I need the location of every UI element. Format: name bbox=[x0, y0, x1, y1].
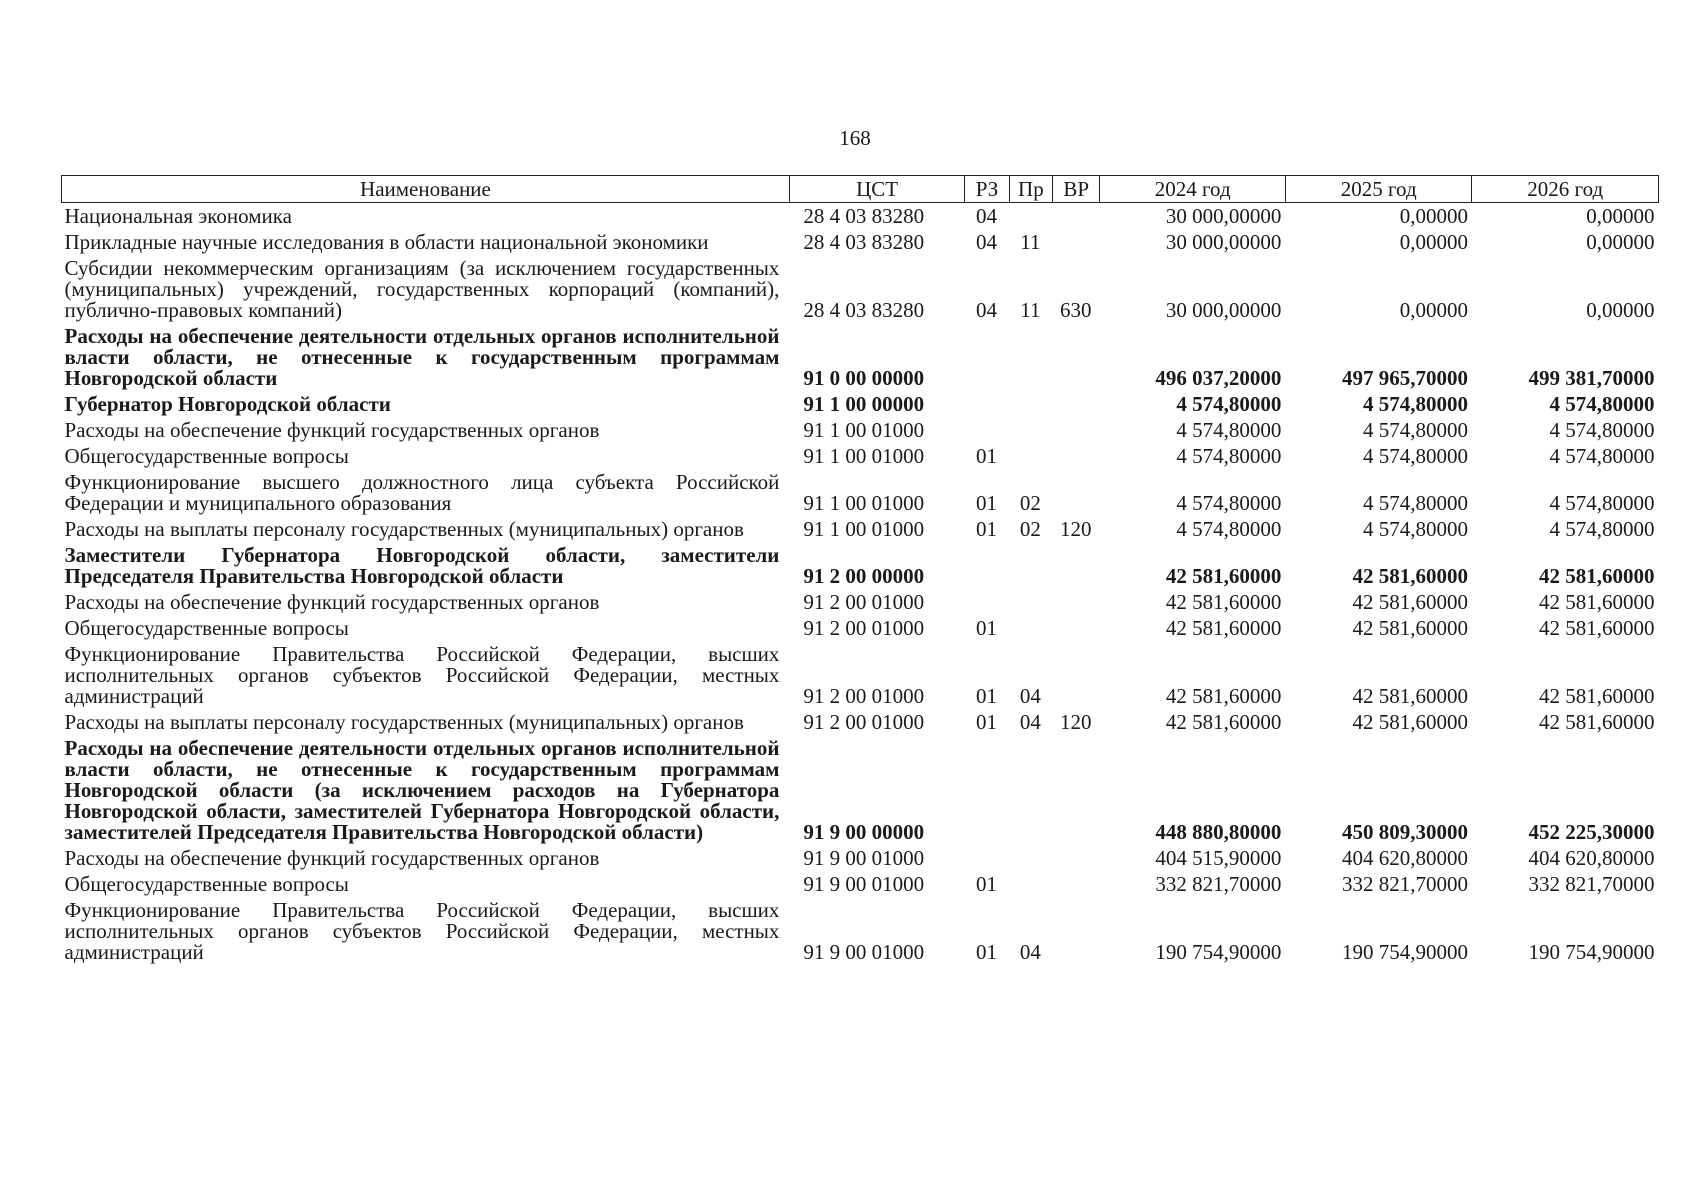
row-amount-2026: 42 581,60000 bbox=[1539, 616, 1655, 640]
row-pr: 11 bbox=[1020, 230, 1041, 254]
row-amount-2026: 42 581,60000 bbox=[1539, 710, 1655, 734]
row-rz: 01 bbox=[976, 444, 998, 468]
table-row bbox=[62, 417, 1659, 443]
row-cst: 28 4 03 83280 bbox=[803, 298, 925, 322]
row-name: Общегосударственные вопросы bbox=[64, 444, 349, 468]
table-row bbox=[62, 845, 1659, 871]
row-cst: 91 2 00 01000 bbox=[803, 616, 925, 640]
table-row bbox=[62, 391, 1659, 417]
header-2026: 2026 год bbox=[1472, 176, 1659, 203]
row-pr bbox=[1009, 417, 1052, 443]
row-amount-2024: 496 037,20000 bbox=[1155, 366, 1282, 390]
row-cst: 91 1 00 01000 bbox=[803, 444, 925, 468]
table-row bbox=[62, 871, 1659, 897]
header-2025: 2025 год bbox=[1285, 176, 1472, 203]
row-amount-2026: 4 574,80000 bbox=[1549, 392, 1655, 416]
row-pr: 02 bbox=[1019, 491, 1041, 515]
row-vr bbox=[1053, 229, 1100, 255]
row-amount-2025: 42 581,60000 bbox=[1352, 590, 1468, 614]
row-amount-2024: 4 574,80000 bbox=[1176, 418, 1282, 442]
row-rz bbox=[965, 589, 1009, 615]
row-vr bbox=[1053, 417, 1100, 443]
row-name: Расходы на обеспечение функций государственных органов bbox=[64, 846, 600, 870]
header-2024: 2024 год bbox=[1100, 176, 1286, 203]
row-amount-2025: 4 574,80000 bbox=[1362, 517, 1468, 541]
row-amount-2025: 42 581,60000 bbox=[1352, 564, 1468, 588]
row-cst: 28 4 03 83280 bbox=[803, 204, 925, 228]
row-name: Губернатор Новгородской области bbox=[64, 392, 391, 416]
row-amount-2024: 332 821,70000 bbox=[1155, 872, 1282, 896]
row-pr: 02 bbox=[1019, 517, 1041, 541]
row-vr: 120 bbox=[1059, 517, 1092, 541]
row-amount-2024: 30 000,00000 bbox=[1165, 230, 1282, 254]
row-amount-2026: 4 574,80000 bbox=[1549, 418, 1655, 442]
row-rz bbox=[965, 542, 1009, 589]
row-amount-2025: 42 581,60000 bbox=[1352, 616, 1468, 640]
row-amount-2025: 42 581,60000 bbox=[1352, 684, 1468, 708]
row-cst: 91 1 00 01000 bbox=[803, 491, 925, 515]
row-amount-2026: 4 574,80000 bbox=[1549, 517, 1655, 541]
row-rz: 04 bbox=[976, 298, 998, 322]
row-amount-2026: 4 574,80000 bbox=[1549, 491, 1655, 515]
row-cst: 91 9 00 01000 bbox=[803, 846, 925, 870]
row-vr bbox=[1053, 897, 1100, 965]
row-cst: 91 1 00 01000 bbox=[803, 517, 925, 541]
table-row bbox=[62, 641, 1659, 709]
header-cst: ЦСТ bbox=[789, 176, 964, 203]
table-row bbox=[62, 897, 1659, 965]
row-cst: 91 2 00 01000 bbox=[803, 590, 925, 614]
row-vr bbox=[1053, 871, 1100, 897]
row-rz: 01 bbox=[976, 872, 998, 896]
table-row bbox=[62, 229, 1659, 255]
row-pr: 04 bbox=[1019, 684, 1041, 708]
row-amount-2026: 0,00000 bbox=[1586, 204, 1655, 228]
table-body bbox=[62, 203, 1659, 966]
row-name: Функционирование высшего должностного лица субъекта Российской Федерации и муниципального образования bbox=[64, 470, 780, 515]
row-vr bbox=[1053, 203, 1100, 230]
table-row bbox=[62, 323, 1659, 391]
row-cst: 91 1 00 00000 bbox=[803, 392, 925, 416]
row-name: Заместители Губернатора Новгородской области, заместители Председателя Правительства Новгородской области bbox=[64, 543, 780, 588]
row-vr bbox=[1053, 641, 1100, 709]
row-amount-2025: 497 965,70000 bbox=[1341, 366, 1468, 390]
row-name: Общегосударственные вопросы bbox=[64, 616, 349, 640]
row-vr bbox=[1053, 615, 1100, 641]
row-amount-2026: 42 581,60000 bbox=[1539, 684, 1655, 708]
row-amount-2024: 42 581,60000 bbox=[1165, 564, 1282, 588]
row-vr: 120 bbox=[1059, 710, 1092, 734]
row-name: Субсидии некоммерческим организациям (за исключением государственных (муниципальных) учреждений, государственных корпораций (компаний), публично-правовых компаний) bbox=[64, 256, 780, 322]
row-amount-2026: 4 574,80000 bbox=[1549, 444, 1655, 468]
table-row bbox=[62, 589, 1659, 615]
row-amount-2026: 332 821,70000 bbox=[1528, 872, 1655, 896]
row-cst: 91 9 00 00000 bbox=[803, 820, 925, 844]
row-amount-2025: 0,00000 bbox=[1399, 230, 1468, 254]
row-name: Расходы на выплаты персоналу государственных (муниципальных) органов bbox=[64, 710, 744, 734]
row-amount-2024: 4 574,80000 bbox=[1176, 392, 1282, 416]
row-rz bbox=[965, 417, 1009, 443]
row-name: Национальная экономика bbox=[64, 204, 292, 228]
row-rz: 01 bbox=[976, 616, 998, 640]
row-amount-2024: 448 880,80000 bbox=[1155, 820, 1282, 844]
row-vr bbox=[1053, 589, 1100, 615]
row-pr bbox=[1009, 323, 1052, 391]
row-cst: 91 2 00 01000 bbox=[803, 684, 925, 708]
row-pr bbox=[1009, 443, 1052, 469]
row-rz: 04 bbox=[976, 204, 998, 228]
row-vr bbox=[1053, 542, 1100, 589]
row-amount-2025: 404 620,80000 bbox=[1341, 846, 1468, 870]
table-row bbox=[62, 735, 1659, 845]
row-amount-2025: 42 581,60000 bbox=[1352, 710, 1468, 734]
row-rz: 01 bbox=[976, 710, 998, 734]
row-rz: 01 bbox=[976, 491, 998, 515]
row-cst: 91 2 00 01000 bbox=[803, 710, 925, 734]
row-name: Расходы на выплаты персоналу государственных (муниципальных) органов bbox=[64, 517, 744, 541]
row-amount-2026: 0,00000 bbox=[1586, 230, 1655, 254]
header-name: Наименование bbox=[62, 176, 790, 203]
header-rz: РЗ bbox=[965, 176, 1009, 203]
row-vr bbox=[1053, 443, 1100, 469]
row-amount-2024: 42 581,60000 bbox=[1165, 616, 1282, 640]
table-row bbox=[62, 203, 1659, 230]
row-rz: 01 bbox=[976, 684, 998, 708]
row-cst: 91 1 00 01000 bbox=[803, 418, 925, 442]
row-amount-2026: 499 381,70000 bbox=[1528, 366, 1655, 390]
row-pr bbox=[1009, 845, 1052, 871]
row-cst: 91 2 00 00000 bbox=[803, 564, 925, 588]
row-amount-2025: 4 574,80000 bbox=[1362, 444, 1468, 468]
row-vr bbox=[1053, 845, 1100, 871]
row-cst: 91 9 00 01000 bbox=[803, 872, 925, 896]
row-rz bbox=[965, 735, 1009, 845]
row-cst: 91 0 00 00000 bbox=[803, 366, 925, 390]
row-name: Расходы на обеспечение деятельности отдельных органов исполнительной власти области, не отнесенные к государственным программам Новгородской области bbox=[64, 324, 780, 390]
row-amount-2024: 4 574,80000 bbox=[1176, 491, 1282, 515]
row-rz: 01 bbox=[976, 940, 998, 964]
row-vr: 630 bbox=[1059, 298, 1092, 322]
row-amount-2025: 450 809,30000 bbox=[1341, 820, 1468, 844]
row-rz bbox=[965, 845, 1009, 871]
row-pr bbox=[1009, 203, 1052, 230]
row-name: Расходы на обеспечение деятельности отдельных органов исполнительной власти области, не отнесенные к государственным программам Новгородской области (за исключением расходов на Губернатора Новгородской области, заместителей Губернатора Новгородской области, заместителей Председателя Правительства Новгородской области) bbox=[64, 736, 780, 844]
header-pr: Пр bbox=[1009, 176, 1052, 203]
row-vr bbox=[1053, 391, 1100, 417]
row-rz bbox=[965, 323, 1009, 391]
row-amount-2024: 30 000,00000 bbox=[1165, 298, 1282, 322]
row-amount-2026: 190 754,90000 bbox=[1528, 940, 1655, 964]
row-amount-2026: 404 620,80000 bbox=[1528, 846, 1655, 870]
row-pr bbox=[1009, 615, 1052, 641]
row-pr bbox=[1009, 542, 1052, 589]
row-name: Прикладные научные исследования в области национальной экономики bbox=[64, 230, 709, 254]
table-row bbox=[62, 469, 1659, 516]
row-amount-2024: 42 581,60000 bbox=[1165, 710, 1282, 734]
row-amount-2025: 0,00000 bbox=[1399, 298, 1468, 322]
table-row bbox=[62, 516, 1659, 542]
table-row bbox=[62, 615, 1659, 641]
row-amount-2025: 4 574,80000 bbox=[1362, 418, 1468, 442]
row-amount-2026: 42 581,60000 bbox=[1539, 590, 1655, 614]
row-pr: 04 bbox=[1019, 940, 1041, 964]
row-amount-2025: 4 574,80000 bbox=[1362, 491, 1468, 515]
row-vr bbox=[1053, 323, 1100, 391]
row-amount-2024: 404 515,90000 bbox=[1155, 846, 1282, 870]
row-rz: 01 bbox=[976, 517, 998, 541]
row-amount-2024: 4 574,80000 bbox=[1176, 444, 1282, 468]
row-amount-2024: 42 581,60000 bbox=[1165, 590, 1282, 614]
row-amount-2025: 190 754,90000 bbox=[1341, 940, 1468, 964]
table-row bbox=[62, 542, 1659, 589]
row-amount-2024: 190 754,90000 bbox=[1155, 940, 1282, 964]
row-rz bbox=[965, 391, 1009, 417]
row-amount-2024: 4 574,80000 bbox=[1176, 517, 1282, 541]
row-name: Расходы на обеспечение функций государственных органов bbox=[64, 418, 600, 442]
row-amount-2025: 4 574,80000 bbox=[1362, 392, 1468, 416]
row-cst: 28 4 03 83280 bbox=[803, 230, 925, 254]
row-vr bbox=[1053, 735, 1100, 845]
page-number: 168 bbox=[839, 126, 871, 150]
row-rz: 04 bbox=[976, 230, 998, 254]
row-pr bbox=[1009, 391, 1052, 417]
row-pr bbox=[1009, 735, 1052, 845]
row-name: Расходы на обеспечение функций государственных органов bbox=[64, 590, 600, 614]
row-pr: 04 bbox=[1019, 710, 1041, 734]
table-row bbox=[62, 443, 1659, 469]
row-amount-2024: 30 000,00000 bbox=[1165, 204, 1282, 228]
table-row bbox=[62, 255, 1659, 323]
row-vr bbox=[1053, 469, 1100, 516]
row-name: Функционирование Правительства Российской Федерации, высших исполнительных органов субъектов Российской Федерации, местных администраций bbox=[64, 898, 780, 964]
row-cst: 91 9 00 01000 bbox=[803, 940, 925, 964]
row-amount-2026: 452 225,30000 bbox=[1528, 820, 1655, 844]
row-pr bbox=[1009, 589, 1052, 615]
row-name: Общегосударственные вопросы bbox=[64, 872, 349, 896]
row-name: Функционирование Правительства Российской Федерации, высших исполнительных органов субъектов Российской Федерации, местных администраций bbox=[64, 642, 780, 708]
table-row bbox=[62, 709, 1659, 735]
table-header bbox=[62, 176, 1659, 203]
row-amount-2025: 332 821,70000 bbox=[1341, 872, 1468, 896]
row-amount-2025: 0,00000 bbox=[1399, 204, 1468, 228]
header-vr: ВР bbox=[1053, 176, 1100, 203]
row-pr: 11 bbox=[1020, 298, 1041, 322]
row-amount-2024: 42 581,60000 bbox=[1165, 684, 1282, 708]
row-amount-2026: 0,00000 bbox=[1586, 298, 1655, 322]
row-amount-2026: 42 581,60000 bbox=[1539, 564, 1655, 588]
budget-table bbox=[61, 175, 1659, 965]
row-pr bbox=[1009, 871, 1052, 897]
